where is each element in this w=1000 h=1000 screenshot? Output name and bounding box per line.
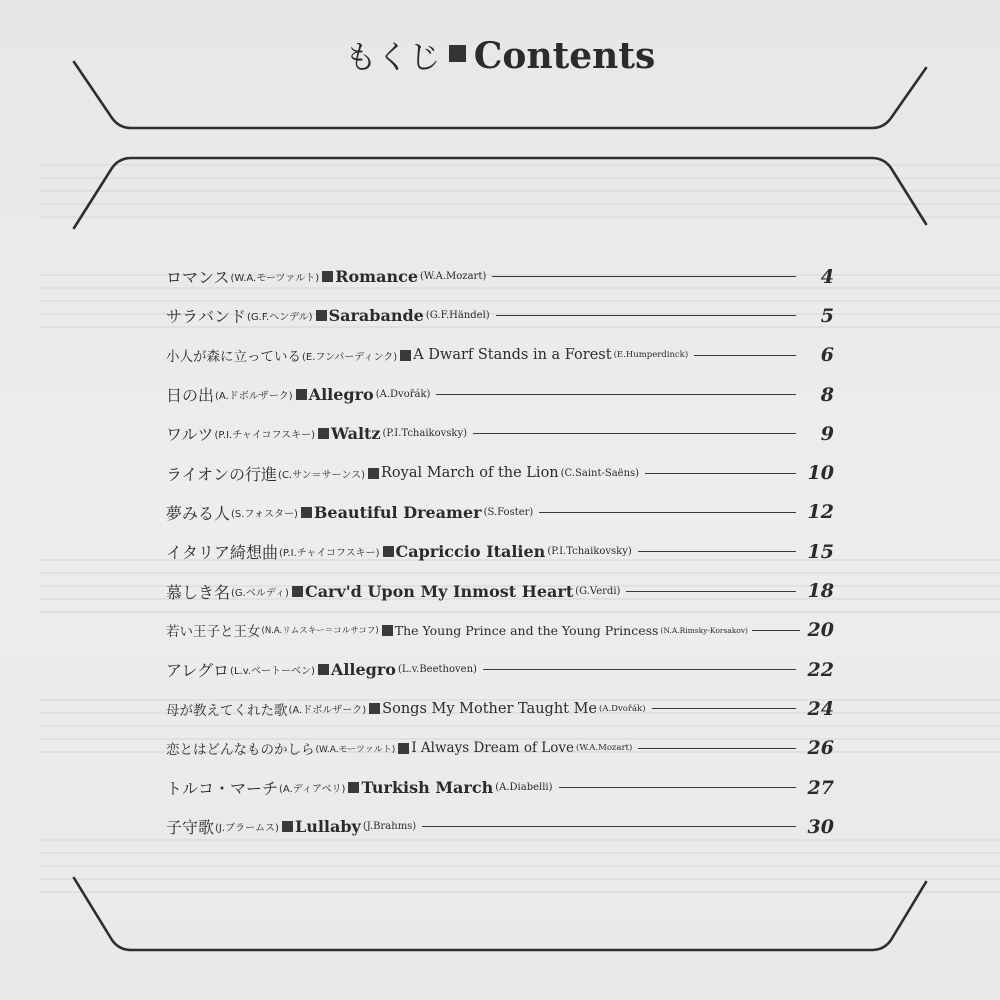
page-number: 12 [807,501,834,524]
jp-title: ライオンの行進 [166,464,278,484]
page-number: 15 [807,540,834,563]
square-bullet [398,743,409,754]
en-composer: (A.Diabelli) [495,782,553,793]
leader-line [436,394,796,395]
en-title: Romance [335,267,419,287]
contents-list [166,257,834,846]
square-bullet [369,703,380,714]
square-bullet [348,782,359,793]
jp-title: 母が教えてくれた歌 [166,702,288,719]
en-title: Carv'd Upon My Inmost Heart [304,581,574,601]
title-en: Contents [473,35,656,77]
square-bullet [318,664,329,675]
en-title: Lullaby [294,817,361,837]
toc-row [166,571,834,610]
jp-composer: (A.ドボルザーク) [288,705,367,717]
jp-title: ワルツ [166,425,214,445]
leader-line [626,591,796,592]
square-bullet [400,350,411,361]
toc-row [166,257,834,296]
toc-row [166,414,834,453]
en-composer: (A.Dvořák) [599,703,646,714]
page-number: 24 [807,697,834,720]
jp-title: 小人が森に立っている [166,349,301,366]
jp-title: 恋とはどんなものかしら [166,742,315,759]
square-bullet [368,468,379,479]
en-composer: (C.Saint-Saëns) [560,467,640,479]
jp-title: トルコ・マーチ [166,779,279,798]
page-number: 27 [807,776,834,799]
jp-title: サラバンド [166,307,247,327]
en-title: Turkish March [361,778,494,797]
jp-title: アレグロ [166,661,230,681]
toc-row [166,807,834,846]
en-title: Allegro [308,385,374,405]
page-number: 9 [820,422,834,445]
square-bullet [383,546,394,557]
jp-composer: (S.フォスター) [231,508,298,520]
leader-line [492,276,796,277]
jp-composer: (A.ドボルザーク) [215,391,293,403]
leader-line [539,512,796,513]
page-number: 10 [807,462,834,485]
jp-composer: (C.サン＝サーンス) [278,469,366,481]
page-title [0,32,1000,78]
toc-row [166,453,834,492]
leader-line [483,669,796,670]
jp-composer: (G.F.ヘンデル) [247,312,313,324]
jp-composer: (A.ディアベリ) [279,784,346,795]
jp-title: ロマンス [166,268,230,288]
square-bullet [282,821,293,832]
en-composer: (P.I.Tchaikovsky) [547,546,632,558]
toc-row [166,336,834,375]
en-composer: (L.v.Beethoven) [397,664,477,676]
toc-row [166,768,834,807]
title-square-bullet [449,45,466,62]
page-number: 30 [807,815,834,838]
toc-row [166,375,834,414]
page-number: 26 [807,737,834,760]
square-bullet [301,507,312,518]
square-bullet [382,625,393,636]
toc-row [166,532,834,571]
en-title: I Always Dream of Love [411,740,574,757]
en-title: The Young Prince and the Young Princess [394,622,659,638]
en-title: Waltz [331,424,381,444]
leader-line [638,551,796,552]
page-number: 18 [807,580,834,603]
toc-row [166,296,834,335]
leader-line [422,826,796,827]
page-number: 6 [820,344,834,367]
toc-row [166,689,834,728]
jp-composer: (P.I.チャイコフスキー) [214,430,316,442]
leader-line [559,787,796,788]
leader-line [645,473,796,474]
jp-title: イタリア綺想曲 [166,543,279,563]
toc-row [166,611,834,650]
en-composer: (G.F.Händel) [425,310,490,322]
square-bullet [318,428,329,439]
title-jp: もくじ [344,38,441,76]
jp-composer: (W.A.モーツァルト) [315,744,396,755]
en-title: Royal March of the Lion [381,465,559,482]
jp-composer: (G.ベルディ) [231,587,289,599]
en-title: Sarabande [328,306,424,326]
page-number: 20 [807,619,834,642]
jp-composer: (L.v.ベートーベン) [230,666,315,678]
leader-line [694,355,796,356]
leader-line [496,315,796,316]
jp-title: 夢みる人 [166,503,231,523]
jp-title: 子守歌 [166,818,215,838]
en-composer: (J.Brahms) [362,821,417,833]
jp-title: 慕しき名 [166,582,231,602]
en-title: Beautiful Dreamer [313,502,482,522]
leader-line [752,630,800,631]
square-bullet [316,310,327,321]
toc-row [166,650,834,689]
toc-row [166,729,834,768]
square-bullet [296,389,307,400]
jp-title: 日の出 [166,386,215,406]
page-number: 4 [820,265,834,288]
page-number: 8 [820,383,834,406]
en-composer: (G.Verdi) [575,585,621,597]
square-bullet [292,586,303,597]
leader-line [638,748,796,749]
en-composer: (W.A.Mozart) [420,271,487,283]
en-title: Capriccio Italien [395,542,546,562]
en-title: A Dwarf Stands in a Forest [413,347,612,364]
en-composer: (E.Humperdinck) [613,350,689,361]
toc-row [166,493,834,532]
jp-composer: (J.ブラームス) [215,823,279,835]
jp-title: 若い王子と王女 [166,624,261,641]
en-title: Allegro [330,660,396,680]
en-composer: (N.A.Rimsky-Korsakov) [660,625,748,635]
jp-composer: (W.A.モーツァルト) [230,273,320,285]
en-composer: (W.A.Mozart) [576,743,633,754]
page-number: 5 [820,304,834,327]
page-number: 22 [807,658,834,681]
square-bullet [322,271,333,282]
jp-composer: (P.I.チャイコフスキー) [279,548,380,560]
jp-composer: (E.フンパーディンク) [302,351,398,363]
en-title: Songs My Mother Taught Me [382,700,598,717]
en-composer: (S.Foster) [483,506,534,518]
leader-line [473,433,796,434]
en-composer: (A.Dvořák) [375,389,431,401]
en-composer: (P.I.Tchaikovsky) [382,428,467,440]
jp-composer: (N.A.リムスキー＝コルサコフ) [261,626,379,637]
leader-line [652,708,796,709]
